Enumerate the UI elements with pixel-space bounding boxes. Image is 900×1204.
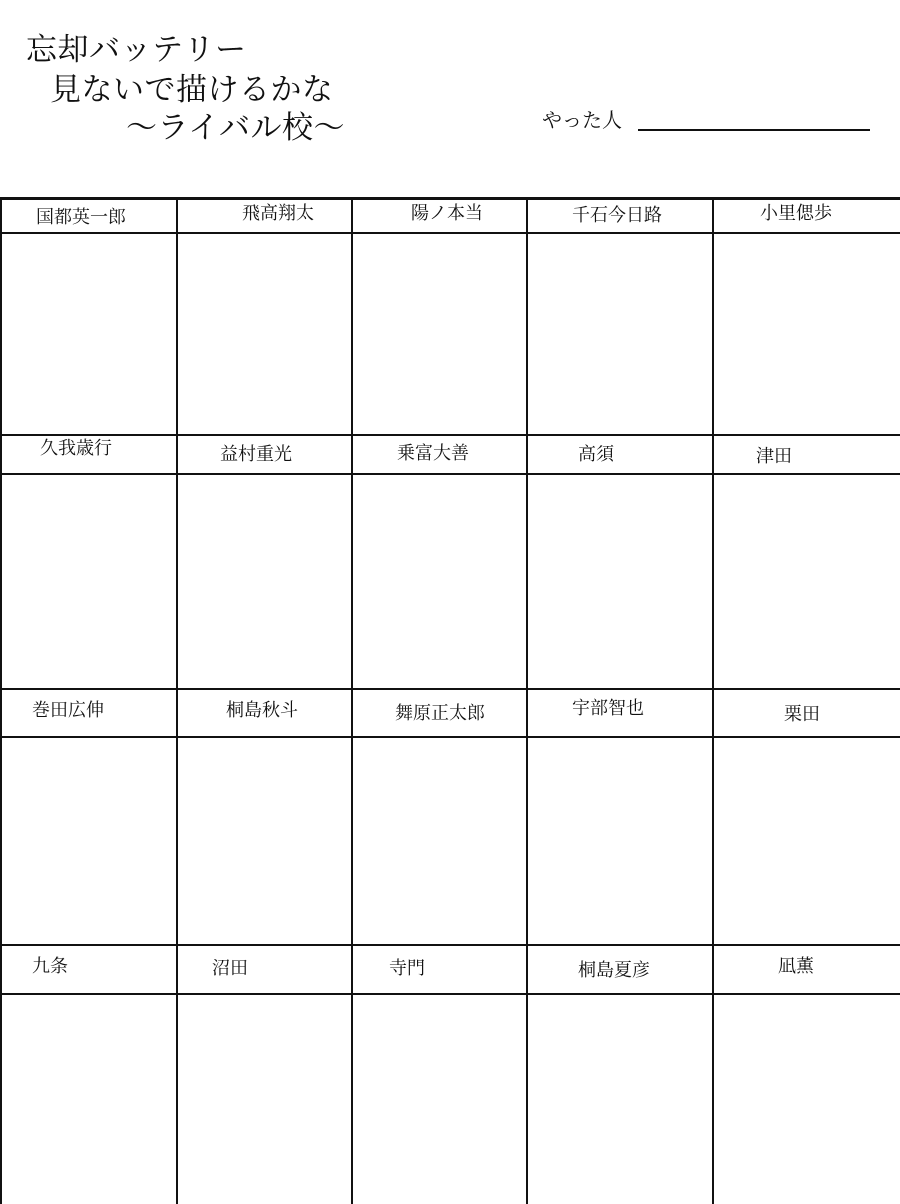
drawing-box[interactable] [353,475,528,690]
character-name: 乗富大善 [397,443,469,464]
name-cell [0,200,178,234]
name-cell [353,436,528,475]
name-cell [353,946,528,995]
character-name: 沼田 [212,958,248,979]
name-cell [353,200,528,234]
drawing-box[interactable] [528,995,714,1204]
name-cell [178,946,353,995]
character-name: 寺門 [389,958,425,979]
name-cell [714,946,900,995]
signature-label: やった人 [542,108,622,132]
character-name: 宇部智也 [572,698,644,719]
name-cell [714,436,900,475]
drawing-box[interactable] [178,995,353,1204]
character-name: 久我歳行 [40,438,112,459]
character-name: 小里偲歩 [760,203,832,224]
drawing-box[interactable] [0,995,178,1204]
character-name: 桐島秋斗 [226,700,298,721]
name-cell [528,200,714,234]
character-name: 益村重光 [220,444,292,465]
drawing-box[interactable] [353,995,528,1204]
name-cell [0,436,178,475]
drawing-box[interactable] [714,995,900,1204]
character-name: 九条 [32,956,68,977]
name-cell [714,690,900,738]
name-cell [178,436,353,475]
character-name: 舞原正太郎 [395,703,485,724]
drawing-box[interactable] [178,475,353,690]
drawing-box[interactable] [528,475,714,690]
character-name: 飛高翔太 [242,203,314,224]
name-cell [528,690,714,738]
character-name: 高須 [578,444,614,465]
name-cell [528,946,714,995]
character-name: 津田 [756,446,792,467]
character-name: 凪薫 [778,956,814,977]
drawing-box[interactable] [714,738,900,946]
drawing-box[interactable] [178,738,353,946]
character-name: 国都英一郎 [36,207,126,228]
name-cell [178,690,353,738]
character-name: 桐島夏彦 [578,960,650,981]
drawing-box[interactable] [714,475,900,690]
name-cell [353,690,528,738]
name-cell [0,946,178,995]
character-name: 千石今日路 [572,205,662,226]
drawing-box[interactable] [353,234,528,436]
signature-area [542,108,870,132]
character-name: 陽ノ本当 [411,203,483,224]
drawing-box[interactable] [0,738,178,946]
drawing-box[interactable] [353,738,528,946]
drawing-box[interactable] [528,234,714,436]
title-line-3: 〜ライバル校〜 [126,110,345,146]
title-line-1: 忘却バッテリー [26,32,247,68]
signature-line[interactable] [638,129,870,131]
name-cell [0,690,178,738]
drawing-box[interactable] [0,234,178,436]
drawing-grid [0,197,900,1200]
drawing-box[interactable] [714,234,900,436]
name-cell [714,200,900,234]
drawing-box[interactable] [528,738,714,946]
name-cell [528,436,714,475]
drawing-box[interactable] [0,475,178,690]
drawing-box[interactable] [178,234,353,436]
name-cell [178,200,353,234]
character-name: 巻田広伸 [32,700,104,721]
character-name: 栗田 [784,704,820,725]
title-line-2: 見ないで描けるかな [50,72,334,108]
